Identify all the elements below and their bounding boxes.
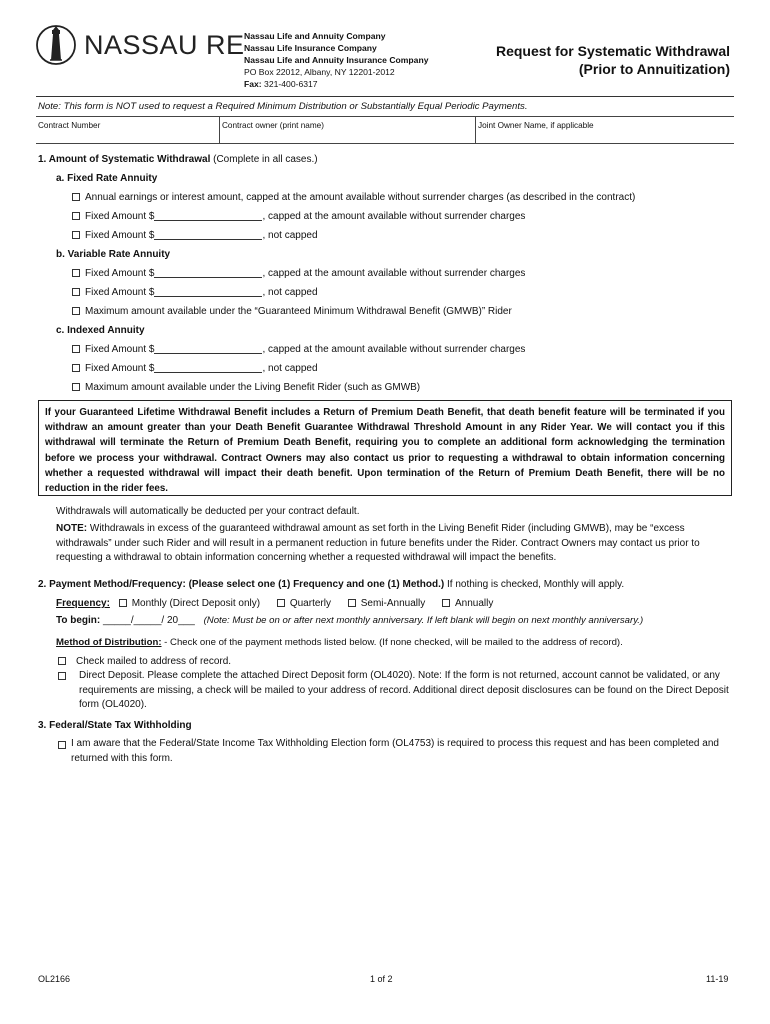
variable-rate-option-2 — [72, 286, 318, 299]
check-mailed-option — [58, 655, 231, 668]
variable-rate-amount-blank[interactable] — [154, 286, 262, 297]
frequency-row — [56, 597, 493, 610]
fixed-amount-label: Fixed Amount $ — [85, 363, 155, 374]
form-title-line2: (Prior to Annuitization) — [578, 61, 730, 77]
note2-text: Withdrawals in excess of the guaranteed withdrawal amount as set forth in the Living Benefit Rider (including GMWB), may be “excess withdrawals” under such Rider and will result in a permanent reduction in future benefits under the Rider. Contract Owners may contact us prior to requesting a withdrawal to obtain information concerning whether a requested withdrawal will impact the benefits. — [56, 523, 700, 563]
begin-label: To begin: — [56, 615, 101, 626]
begin-row — [56, 614, 643, 627]
header-divider — [36, 96, 734, 97]
death-benefit-warning-box: If your Guaranteed Lifetime Withdrawal Benefit includes a Return of Premium Death Benefit, that death benefit feature will be terminated if you withdraw an amount greater than your Death Benefit Guarantee Withdrawal Threshold Amount in any Rider Year. We will contact you if this withdrawal will terminate the Return of Premium Death Benefit, requiring you to complete an additional form acknowledging the termination before we process your withdrawal. Contract Owners may also contact us prior to requesting a withdrawal to obtain information concerning whether a requested withdrawal will impact their death benefit. Upon termination of the Return of Premium Death Benefit, there will be no reduction in the rider fees. — [38, 400, 732, 496]
section3-heading: 3. Federal/State Tax Withholding — [38, 720, 192, 731]
tax-withholding-checkbox[interactable] — [58, 741, 66, 749]
excess-withdrawal-note — [56, 522, 732, 566]
fixed-amount-label: Fixed Amount $ — [85, 230, 155, 241]
living-benefit-max-label: Maximum amount available under the Living Benefit Rider (such as GMWB) — [85, 382, 421, 393]
indexed-amount-blank[interactable] — [154, 362, 262, 373]
fixed-rate-heading: a. Fixed Rate Annuity — [56, 173, 158, 184]
method-label: Method of Distribution: — [56, 637, 162, 648]
indexed-option-3 — [72, 381, 420, 394]
variable-rate-option-1-checkbox[interactable] — [72, 269, 80, 277]
method-row — [56, 636, 623, 649]
indexed-option-1 — [72, 343, 525, 356]
begin-date-blank[interactable]: _____/_____/ 20___ — [100, 615, 195, 626]
quarterly-label: Quarterly — [289, 598, 331, 609]
fixed-rate-option-2-checkbox[interactable] — [72, 212, 80, 220]
tax-withholding-text: I am aware that the Federal/State Income Tax Withholding Election form (OL4753) is required to process this request and has been completed and returned with this form. — [71, 738, 719, 764]
not-capped-label: , not capped — [262, 230, 318, 241]
variable-rate-amount-blank[interactable] — [154, 267, 262, 278]
fixed-rate-option-1 — [72, 191, 635, 204]
section2-heading-rest: If nothing is checked, Monthly will apply. — [444, 579, 625, 590]
capped-label: , capped at the amount available without surrender charges — [262, 344, 526, 355]
semi-annually-checkbox[interactable] — [348, 599, 356, 607]
section1-heading-rest: (Complete in all cases.) — [210, 154, 318, 165]
fixed-rate-option-3 — [72, 229, 318, 242]
variable-rate-option-2-checkbox[interactable] — [72, 288, 80, 296]
check-mailed-label: Check mailed to address of record. — [76, 656, 232, 667]
quarterly-checkbox[interactable] — [277, 599, 285, 607]
capped-label: , capped at the amount available without surrender charges — [262, 211, 526, 222]
fixed-rate-amount-blank[interactable] — [154, 210, 262, 221]
semi-annually-label: Semi-Annually — [360, 598, 426, 609]
frequency-label: Frequency: — [56, 598, 110, 609]
check-mailed-checkbox[interactable] — [58, 657, 66, 665]
method-rest: - Check one of the payment methods listed below. (If none checked, will be mailed to the address of record). — [161, 637, 623, 648]
form-title-line1: Request for Systematic Withdrawal — [495, 43, 730, 59]
section1-heading-bold: 1. Amount of Systematic Withdrawal — [38, 154, 211, 165]
indexed-option-3-checkbox[interactable] — [72, 383, 80, 391]
begin-note: (Note: Must be on or after next monthly anniversary. If left blank will begin on next monthly anniversary.) — [203, 615, 644, 626]
contract-fields-row — [36, 116, 734, 144]
contract-number-field[interactable]: Contract Number — [36, 117, 220, 143]
company-name-1: Nassau Life and Annuity Company — [244, 31, 386, 41]
section1-heading — [38, 153, 318, 166]
company-name-3: Nassau Life and Annuity Insurance Company — [244, 55, 429, 65]
fax-value: 321-400-6317 — [261, 79, 318, 89]
joint-owner-field[interactable]: Joint Owner Name, if applicable — [478, 121, 594, 130]
form-title — [470, 42, 730, 78]
note2-label: NOTE: — [56, 523, 88, 534]
monthly-label: Monthly (Direct Deposit only) — [131, 598, 261, 609]
fixed-rate-option-3-checkbox[interactable] — [72, 231, 80, 239]
annually-checkbox[interactable] — [442, 599, 450, 607]
logo-text: NASSAU RE — [84, 30, 245, 60]
section2-heading — [38, 578, 624, 591]
form-id: OL2166 — [38, 974, 71, 984]
company-fax — [244, 78, 428, 90]
indexed-option-2-checkbox[interactable] — [72, 364, 80, 372]
fixed-rate-amount-blank[interactable] — [154, 229, 262, 240]
auto-deduct-text: Withdrawals will automatically be deducted per your contract default. — [56, 506, 360, 517]
fixed-amount-label: Fixed Amount $ — [85, 344, 155, 355]
variable-rate-option-1 — [72, 267, 525, 280]
page-number: 1 of 2 — [370, 974, 393, 984]
top-note: Note: This form is NOT used to request a Required Minimum Distribution or Substantially Equal Periodic Payments. — [38, 101, 528, 112]
indexed-amount-blank[interactable] — [154, 343, 262, 354]
monthly-checkbox[interactable] — [119, 599, 127, 607]
fixed-rate-option-2 — [72, 210, 525, 223]
contract-owner-field[interactable]: Contract owner (print name) — [220, 117, 476, 143]
fixed-amount-label: Fixed Amount $ — [85, 268, 155, 279]
direct-deposit-checkbox[interactable] — [58, 672, 66, 680]
company-address: PO Box 22012, Albany, NY 12201-2012 — [244, 67, 395, 77]
indexed-annuity-heading: c. Indexed Annuity — [56, 325, 145, 336]
section2-heading-bold: 2. Payment Method/Frequency: (Please select one (1) Frequency and one (1) Method.) — [38, 579, 445, 590]
direct-deposit-label: Direct Deposit. Please complete the attached Direct Deposit form (OL4020). Note: If the form is not returned, account cannot be validated, or any requirements are missing, a check will be mailed to your address of record. Additional direct deposit disclosures can be found on the Direct Deposit form (OL4020). — [79, 670, 729, 710]
variable-rate-heading: b. Variable Rate Annuity — [56, 249, 171, 260]
fixed-amount-label: Fixed Amount $ — [85, 287, 155, 298]
fixed-amount-label: Fixed Amount $ — [85, 211, 155, 222]
annually-label: Annually — [455, 598, 494, 609]
fixed-rate-option-1-checkbox[interactable] — [72, 193, 80, 201]
company-name-2: Nassau Life Insurance Company — [244, 43, 377, 53]
indexed-option-2 — [72, 362, 318, 375]
fixed-rate-option-1-label: Annual earnings or interest amount, capped at the amount available without surrender charges (as described in the contract) — [85, 192, 636, 203]
fax-label: Fax: — [244, 79, 262, 89]
not-capped-label: , not capped — [262, 287, 318, 298]
variable-rate-option-3-checkbox[interactable] — [72, 307, 80, 315]
form-date: 11-19 — [706, 974, 729, 984]
company-info — [244, 30, 428, 90]
variable-rate-option-3 — [72, 305, 512, 318]
not-capped-label: , not capped — [262, 363, 318, 374]
capped-label: , capped at the amount available without surrender charges — [262, 268, 526, 279]
indexed-option-1-checkbox[interactable] — [72, 345, 80, 353]
gmwb-max-label: Maximum amount available under the “Guaranteed Minimum Withdrawal Benefit (GMWB)” Rider — [85, 306, 512, 317]
